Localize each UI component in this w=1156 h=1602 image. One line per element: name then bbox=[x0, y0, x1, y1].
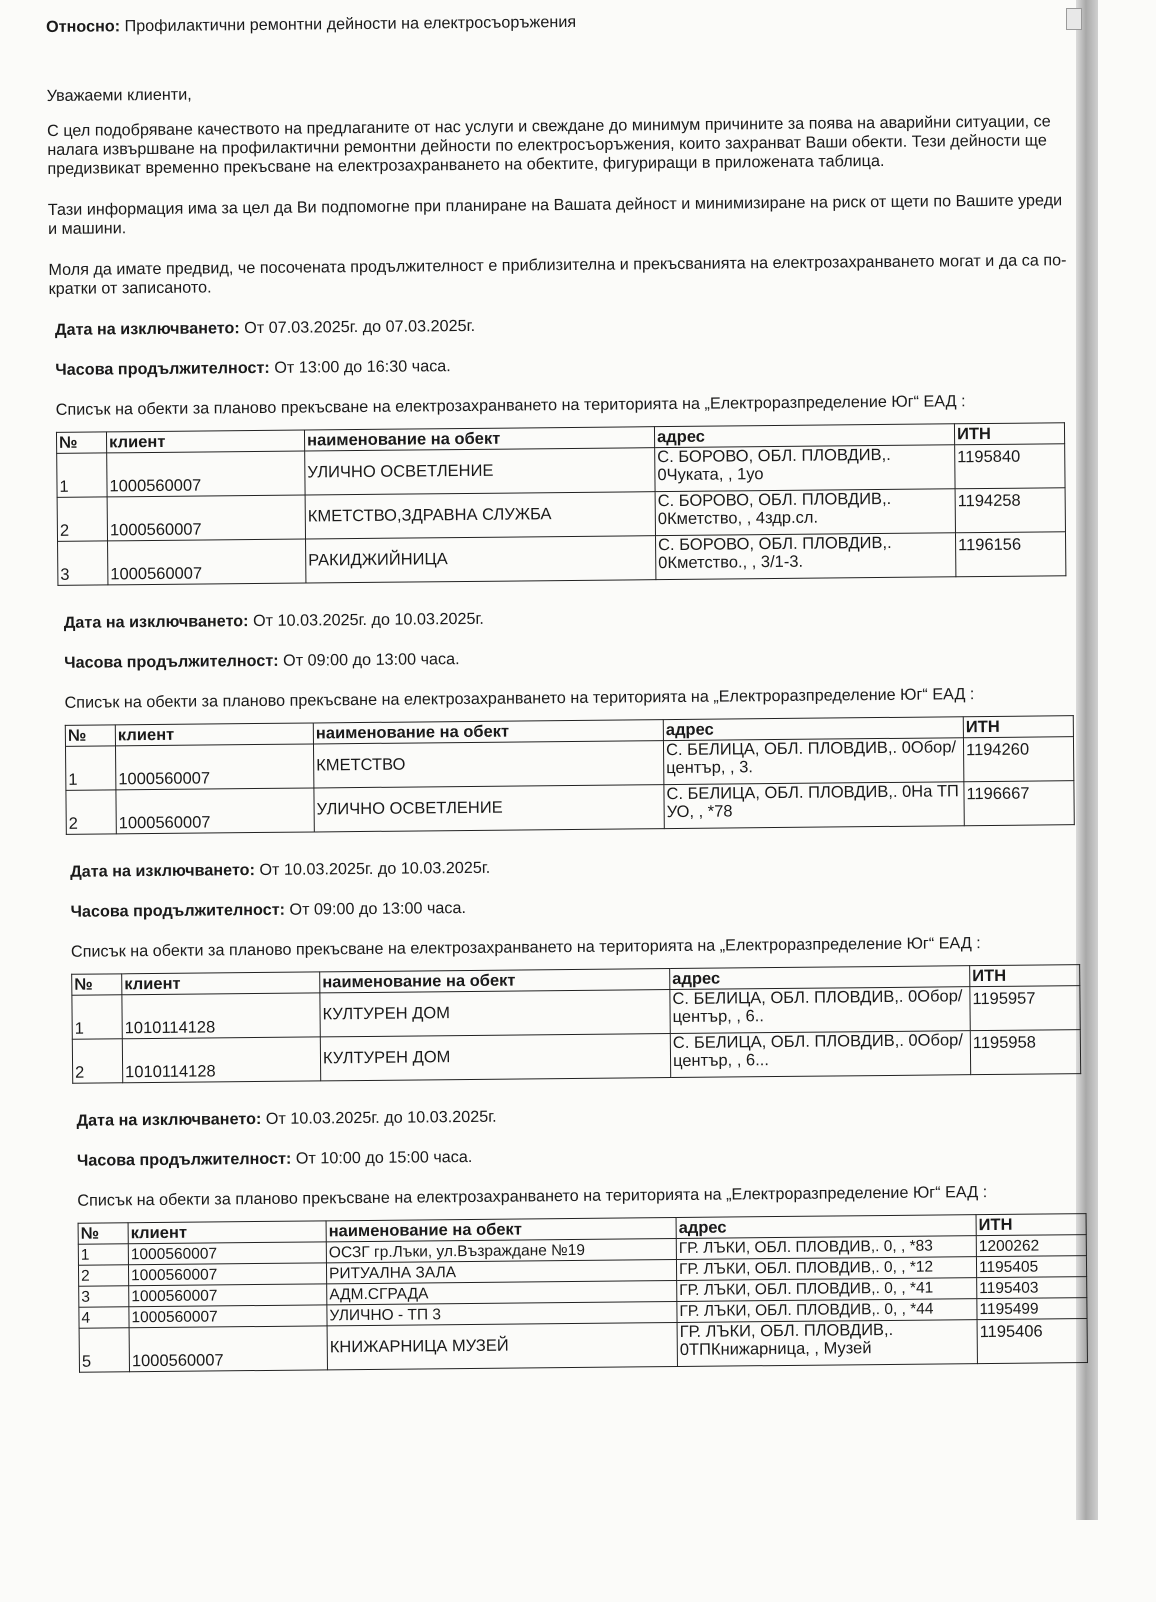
cell-itn: 1195406 bbox=[977, 1319, 1087, 1364]
cell-no: 1 bbox=[72, 995, 122, 1039]
greeting: Уважаеми клиенти, bbox=[46, 85, 192, 105]
col-header-itn: ИТН bbox=[963, 716, 1073, 738]
cell-itn: 1195840 bbox=[955, 444, 1065, 489]
outage-duration bbox=[55, 351, 1069, 380]
col-header-address: адрес bbox=[676, 1215, 976, 1239]
cell-no: 5 bbox=[79, 1328, 129, 1372]
cell-itn: 1196667 bbox=[964, 781, 1074, 826]
cell-no: 1 bbox=[78, 1244, 128, 1265]
subject-text: Профилактични ремонтни дейности на електросъоръжения bbox=[124, 12, 577, 36]
cell-address: С. БОРОВО, ОБЛ. ПЛОВДИВ,. 0Кметство, , 4здр.сл. bbox=[655, 489, 955, 536]
outage-table bbox=[78, 1213, 1088, 1373]
cell-client: 1000560007 bbox=[129, 1305, 327, 1328]
outage-duration bbox=[70, 893, 1074, 922]
col-header-no: № bbox=[78, 1223, 128, 1244]
table-row bbox=[72, 1030, 1080, 1084]
duration-value: От 09:00 до 13:00 часа. bbox=[283, 650, 460, 670]
paragraph-note: Моля да имате предвид, че посочената продължителност е приблизителна и прекъсванията на електрозахранването могат и да са по-кратки от записаното. bbox=[48, 251, 1067, 298]
cell-address: С. БОРОВО, ОБЛ. ПЛОВДИВ,. 0Чуката, , 1уо bbox=[655, 445, 955, 492]
outage-date bbox=[70, 853, 1074, 882]
cell-name: ОСЗГ гр.Лъки, ул.Възраждане №19 bbox=[326, 1239, 676, 1263]
cell-itn: 1194258 bbox=[955, 488, 1065, 533]
cell-name: РАКИДЖИЙНИЦА bbox=[306, 536, 656, 583]
cell-client: 1000560007 bbox=[116, 788, 314, 834]
cell-client: 1000560007 bbox=[128, 1263, 326, 1286]
cell-client: 1000560007 bbox=[129, 1284, 327, 1307]
cell-client: 1000560007 bbox=[108, 539, 306, 585]
col-header-itn: ИТН bbox=[976, 1214, 1086, 1236]
subject-line bbox=[46, 8, 1066, 37]
col-header-name: наименование на обект bbox=[326, 1218, 676, 1242]
cell-address: ГР. ЛЪКИ, ОБЛ. ПЛОВДИВ,. 0, , *12 bbox=[676, 1257, 976, 1281]
cell-no: 2 bbox=[72, 1039, 122, 1083]
col-header-itn: ИТН bbox=[954, 423, 1064, 445]
col-header-address: адрес bbox=[654, 424, 954, 448]
date-label: Дата на изключването: bbox=[70, 861, 256, 881]
col-header-itn: ИТН bbox=[970, 965, 1080, 987]
scanner-edge-mark bbox=[1066, 8, 1082, 30]
col-header-client: клиент bbox=[128, 1221, 326, 1244]
outage-date bbox=[77, 1102, 1077, 1131]
cell-no: 1 bbox=[57, 453, 107, 497]
cell-address: С. БЕЛИЦА, ОБЛ. ПЛОВДИВ,. 0Обор/център, , 6... bbox=[670, 1031, 970, 1078]
cell-client: 1010114128 bbox=[122, 1037, 320, 1083]
cell-address: С. БЕЛИЦА, ОБЛ. ПЛОВДИВ,. 0Обор/център, , 6.. bbox=[670, 987, 970, 1034]
cell-name: КМЕТСТВО bbox=[313, 741, 663, 788]
cell-no: 2 bbox=[78, 1265, 128, 1286]
outage-date bbox=[64, 604, 1072, 633]
date-label: Дата на изключването: bbox=[76, 1109, 262, 1130]
cell-name: УЛИЧНО ОСВЕТЛЕНИЕ bbox=[305, 448, 655, 495]
outage-duration bbox=[77, 1142, 1077, 1171]
duration-label: Часова продължителност: bbox=[55, 358, 270, 379]
cell-name: КНИЖАРНИЦА МУЗЕЙ bbox=[327, 1323, 677, 1370]
col-header-client: клиент bbox=[115, 723, 313, 746]
list-intro: Списък на обекти за планово прекъсване на електрозахранването на територията на „Електроразпределение Юг“ ЕАД : bbox=[77, 1183, 988, 1210]
cell-no: 1 bbox=[65, 746, 115, 790]
cell-name: КМЕТСТВО,ЗДРАВНА СЛУЖБА bbox=[305, 492, 655, 539]
table-row bbox=[66, 781, 1074, 835]
cell-address: ГР. ЛЪКИ, ОБЛ. ПЛОВДИВ,. 0ТПКнижарница, , Музей bbox=[677, 1320, 977, 1367]
outage-block-3 bbox=[70, 853, 1076, 1084]
cell-address: ГР. ЛЪКИ, ОБЛ. ПЛОВДИВ,. 0, , *83 bbox=[676, 1236, 976, 1260]
cell-itn: 1200262 bbox=[976, 1235, 1086, 1257]
col-header-no: № bbox=[56, 432, 106, 453]
cell-name: УЛИЧНО ОСВЕТЛЕНИЕ bbox=[314, 785, 664, 832]
outage-block-1 bbox=[55, 311, 1071, 586]
paragraph-purpose: С цел подобряване качеството на предлаганите от нас услуги и свеждане до минимум причините за поява на аварийни ситуации, се налага извършване на профилактични ремонтни дейности по електросъоръжения, които захранват Ваши обекти. Тези дейности ще предизвикат временно прекъсване на електрозахранването на обектите, фигуриращи в приложената таблица. bbox=[46, 112, 1051, 178]
cell-no: 4 bbox=[79, 1307, 129, 1328]
cell-no: 3 bbox=[58, 541, 108, 585]
outage-block-2 bbox=[64, 604, 1074, 835]
duration-label: Часова продължителност: bbox=[76, 1149, 292, 1170]
cell-itn: 1195958 bbox=[970, 1030, 1080, 1075]
outage-table bbox=[65, 715, 1075, 835]
outage-duration bbox=[64, 644, 1072, 673]
list-intro: Списък на обекти за планово прекъсване на електрозахранването на територията на „Електроразпределение Юг“ ЕАД : bbox=[55, 392, 966, 419]
duration-value: От 09:00 до 13:00 часа. bbox=[289, 899, 467, 919]
cell-address: С. БЕЛИЦА, ОБЛ. ПЛОВДИВ,. 0Обор/център, , 3. bbox=[663, 738, 963, 785]
col-header-no: № bbox=[72, 974, 122, 995]
table-row bbox=[58, 532, 1066, 586]
subject-label: Относно: bbox=[46, 17, 121, 36]
duration-label: Часова продължителност: bbox=[64, 651, 279, 672]
cell-itn: 1196156 bbox=[955, 532, 1065, 577]
cell-name: КУЛТУРЕН ДОМ bbox=[320, 990, 670, 1037]
cell-address: ГР. ЛЪКИ, ОБЛ. ПЛОВДИВ,. 0, , *44 bbox=[677, 1299, 977, 1323]
col-header-name: наименование на обект bbox=[320, 969, 670, 993]
cell-name: АДМ.СГРАДА bbox=[327, 1281, 677, 1305]
date-value: От 10.03.2025г. до 10.03.2025г. bbox=[252, 609, 484, 631]
cell-client: 1000560007 bbox=[129, 1326, 327, 1372]
cell-itn: 1195499 bbox=[977, 1298, 1087, 1320]
list-intro: Списък на обекти за планово прекъсване на електрозахранването на територията на „Електроразпределение Юг“ ЕАД : bbox=[64, 685, 975, 712]
col-header-name: наименование на обект bbox=[313, 720, 663, 744]
cell-client: 1000560007 bbox=[128, 1242, 326, 1265]
date-value: От 07.03.2025г. до 07.03.2025г. bbox=[244, 316, 476, 338]
cell-no: 2 bbox=[66, 790, 116, 834]
cell-no: 3 bbox=[79, 1286, 129, 1307]
col-header-client: клиент bbox=[106, 430, 304, 453]
col-header-no: № bbox=[65, 725, 115, 746]
duration-value: От 13:00 до 16:30 часа. bbox=[274, 357, 451, 377]
outage-block-4 bbox=[77, 1102, 1079, 1373]
cell-client: 1000560007 bbox=[107, 451, 305, 497]
duration-label: Часова продължителност: bbox=[70, 900, 286, 921]
cell-address: С. БОРОВО, ОБЛ. ПЛОВДИВ,. 0Кметство., , 3/1-3. bbox=[655, 533, 955, 580]
table-row bbox=[79, 1319, 1087, 1373]
cell-no: 2 bbox=[57, 497, 107, 541]
outage-table bbox=[56, 422, 1066, 586]
cell-client: 1000560007 bbox=[115, 744, 313, 790]
duration-value: От 10:00 до 15:00 часа. bbox=[295, 1147, 473, 1168]
outage-date bbox=[55, 311, 1069, 340]
cell-itn: 1195405 bbox=[976, 1256, 1086, 1278]
outage-table bbox=[71, 964, 1081, 1084]
cell-name: УЛИЧНО - ТП 3 bbox=[327, 1302, 677, 1326]
paragraph-info: Тази информация има за цел да Ви подпомогне при планиране на Вашата дейност и минимизиране на риск от щети по Вашите уреди и машини. bbox=[47, 191, 1063, 238]
cell-itn: 1194260 bbox=[963, 737, 1073, 782]
letter-document bbox=[46, 8, 1079, 1373]
date-label: Дата на изключването: bbox=[63, 612, 249, 632]
cell-itn: 1195957 bbox=[970, 986, 1080, 1031]
col-header-client: клиент bbox=[122, 972, 320, 995]
cell-client: 1000560007 bbox=[107, 495, 305, 541]
cell-itn: 1195403 bbox=[977, 1277, 1087, 1299]
cell-name: КУЛТУРЕН ДОМ bbox=[320, 1034, 670, 1081]
col-header-address: адрес bbox=[663, 717, 963, 741]
date-value: От 10.03.2025г. до 10.03.2025г. bbox=[265, 1107, 497, 1128]
cell-address: ГР. ЛЪКИ, ОБЛ. ПЛОВДИВ,. 0, , *41 bbox=[677, 1278, 977, 1302]
col-header-name: наименование на обект bbox=[304, 427, 654, 451]
cell-address: С. БЕЛИЦА, ОБЛ. ПЛОВДИВ,. 0На ТП УО, , *78 bbox=[664, 782, 964, 829]
cell-client: 1010114128 bbox=[122, 993, 320, 1039]
list-intro: Списък на обекти за планово прекъсване на електрозахранването на територията на „Електроразпределение Юг“ ЕАД : bbox=[70, 934, 981, 961]
date-label: Дата на изключването: bbox=[54, 319, 240, 339]
col-header-address: адрес bbox=[670, 966, 970, 990]
date-value: От 10.03.2025г. до 10.03.2025г. bbox=[259, 858, 491, 879]
cell-name: РИТУАЛНА ЗАЛА bbox=[326, 1260, 676, 1284]
